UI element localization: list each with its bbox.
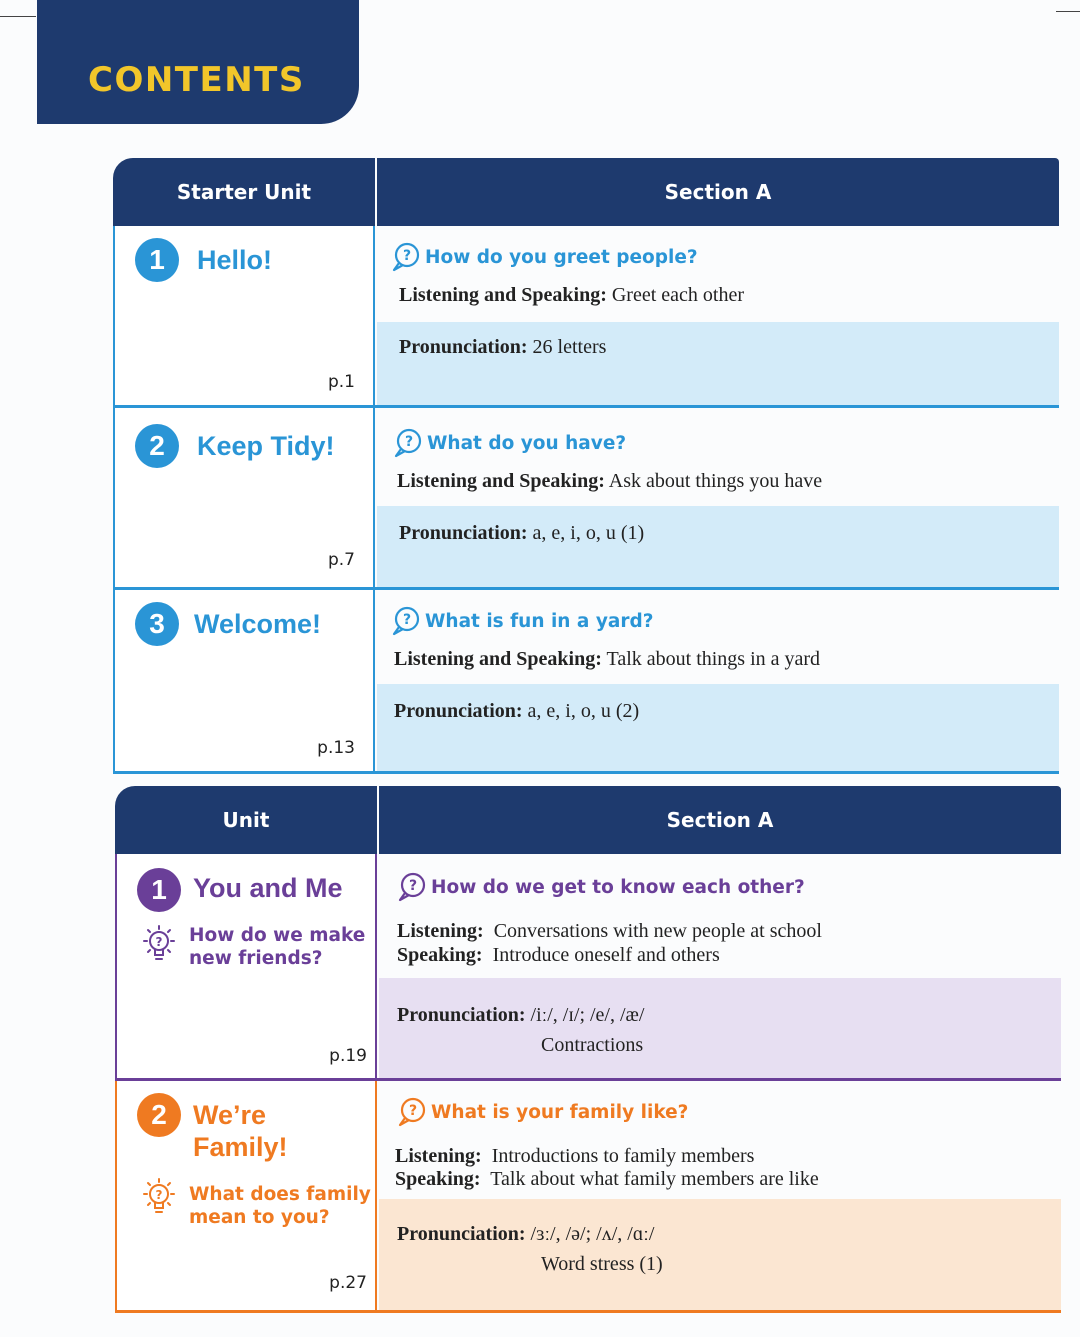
question-bubble-icon — [397, 872, 427, 902]
unit-number-badge: 2 — [135, 424, 179, 468]
starter-row-3[interactable] — [113, 590, 1059, 774]
question-bubble-icon — [391, 606, 421, 636]
row-divider — [113, 771, 1059, 774]
section-a-cell — [379, 854, 1061, 1081]
skill-label: Listening and Speaking: — [394, 648, 602, 670]
svg-text:?: ? — [404, 434, 414, 450]
skill-label: Listening and Speaking: — [399, 284, 607, 306]
page-reference: p.7 — [327, 550, 355, 570]
skill-line — [394, 648, 820, 671]
skill-text: Talk about things in a yard — [606, 648, 821, 670]
listening-text: Introductions to family members — [491, 1145, 755, 1167]
page-reference: p.27 — [329, 1273, 367, 1293]
question-text: How do you greet people? — [425, 246, 698, 268]
speaking-line — [397, 944, 720, 967]
unit-header: Unit — [222, 808, 270, 832]
big-question-line-1: How do we make — [189, 925, 366, 946]
unit-cell — [113, 408, 375, 590]
pronunciation-label: Pronunciation: — [399, 522, 528, 544]
big-question-text — [189, 924, 365, 970]
listening-label: Listening: — [395, 1145, 482, 1167]
svg-text:?: ? — [408, 878, 418, 894]
pronunciation-text: 26 letters — [532, 336, 607, 358]
pronunciation-text: /iː/, /ɪ/; /e/, /æ/ — [530, 1004, 645, 1026]
top-right-rule — [1056, 11, 1080, 12]
question-bubble-icon — [393, 428, 423, 458]
pronunciation-text-2: Word stress (1) — [541, 1253, 663, 1275]
unit-cell — [115, 1081, 377, 1313]
unit-title-line-1: We’re — [193, 1100, 267, 1130]
pronunciation-line — [399, 336, 606, 359]
skill-text: Greet each other — [611, 284, 744, 306]
section-question — [391, 606, 654, 636]
top-left-rule — [0, 16, 36, 17]
unit-cell — [113, 590, 375, 774]
unit-title-line-2: Family! — [193, 1132, 288, 1162]
listening-line — [395, 1145, 754, 1168]
pronunciation-line — [397, 1223, 654, 1246]
unit-title: Welcome! — [194, 609, 322, 639]
pronunciation-text: a, e, i, o, u (2) — [527, 700, 640, 722]
svg-text:?: ? — [155, 1188, 163, 1202]
page-reference: p.1 — [327, 372, 355, 392]
speaking-line — [395, 1168, 819, 1191]
lightbulb-icon — [139, 1177, 179, 1221]
starter-unit-table — [113, 158, 1059, 774]
svg-text:?: ? — [408, 1103, 418, 1119]
question-text: What is your family like? — [431, 1101, 689, 1123]
starter-unit-header: Starter Unit — [176, 180, 312, 204]
big-question — [139, 1177, 371, 1229]
pronunciation-line — [394, 700, 639, 723]
unit-title — [193, 1099, 288, 1163]
page-reference: p.19 — [329, 1046, 367, 1066]
pronunciation-line — [399, 522, 644, 545]
pronunciation-label: Pronunciation: — [397, 1004, 526, 1026]
question-text: How do we get to know each other? — [431, 876, 805, 898]
section-question — [397, 872, 805, 902]
section-a-header: Section A — [666, 808, 774, 832]
svg-text:?: ? — [402, 612, 412, 628]
question-text: What is fun in a yard? — [425, 610, 654, 632]
starter-table-header — [113, 158, 1059, 226]
unit-number-badge: 2 — [137, 1093, 181, 1137]
speaking-label: Speaking: — [395, 1168, 481, 1190]
row-divider — [115, 1310, 1061, 1313]
skill-line — [397, 470, 822, 493]
pronunciation-label: Pronunciation: — [399, 336, 528, 358]
section-question — [393, 428, 626, 458]
listening-line — [397, 920, 822, 943]
pronunciation-text-2: Contractions — [541, 1034, 644, 1056]
pronunciation-band — [377, 506, 1059, 587]
big-question-line-1: What does family — [189, 1184, 371, 1205]
pronunciation-line — [397, 1004, 644, 1027]
unit-number-badge: 3 — [135, 602, 179, 646]
unit-table — [115, 786, 1061, 1313]
speaking-text: Introduce oneself and others — [492, 944, 720, 966]
skill-text: Ask about things you have — [608, 470, 823, 492]
pronunciation-band — [379, 1199, 1061, 1310]
page-reference: p.13 — [317, 738, 355, 758]
unit-cell — [113, 226, 375, 408]
unit-row-2[interactable] — [115, 1081, 1061, 1313]
pronunciation-label: Pronunciation: — [397, 1223, 526, 1245]
pronunciation-band — [379, 978, 1061, 1078]
section-question — [397, 1097, 688, 1127]
section-question — [391, 242, 698, 272]
unit-title: Keep Tidy! — [197, 431, 335, 461]
section-a-cell — [377, 590, 1059, 774]
listening-label: Listening: — [397, 920, 484, 942]
pronunciation-band — [377, 322, 1059, 405]
big-question-line-2: new friends? — [189, 948, 323, 969]
unit-number-badge: 1 — [135, 238, 179, 282]
section-a-cell — [377, 226, 1059, 408]
page-title: CONTENTS — [88, 60, 305, 100]
starter-row-2[interactable] — [113, 408, 1059, 590]
section-a-cell — [377, 408, 1059, 590]
pronunciation-label: Pronunciation: — [394, 700, 523, 722]
pronunciation-band — [377, 684, 1059, 771]
question-bubble-icon — [391, 242, 421, 272]
svg-text:?: ? — [155, 935, 163, 949]
skill-label: Listening and Speaking: — [397, 470, 605, 492]
unit-title: You and Me — [193, 873, 343, 903]
question-text: What do you have? — [427, 432, 627, 454]
lightbulb-icon — [139, 924, 179, 968]
starter-row-1[interactable] — [113, 226, 1059, 408]
unit-title: Hello! — [197, 245, 273, 275]
unit-table-header — [115, 786, 1061, 854]
big-question-text — [189, 1183, 371, 1229]
question-bubble-icon — [397, 1097, 427, 1127]
big-question — [139, 924, 365, 970]
speaking-label: Speaking: — [397, 944, 483, 966]
big-question-line-2: mean to you? — [189, 1207, 330, 1228]
unit-row-1[interactable] — [115, 854, 1061, 1081]
svg-text:?: ? — [402, 248, 412, 264]
unit-number-badge: 1 — [137, 868, 181, 912]
section-a-header: Section A — [664, 180, 772, 204]
skill-line — [399, 284, 744, 307]
pronunciation-text: /ɜː/, /ə/; /ʌ/, /ɑː/ — [530, 1223, 655, 1245]
listening-text: Conversations with new people at school — [493, 920, 822, 942]
section-a-cell — [379, 1081, 1061, 1313]
pronunciation-text: a, e, i, o, u (1) — [532, 522, 645, 544]
speaking-text: Talk about what family members are like — [490, 1168, 819, 1190]
unit-cell — [115, 854, 377, 1081]
